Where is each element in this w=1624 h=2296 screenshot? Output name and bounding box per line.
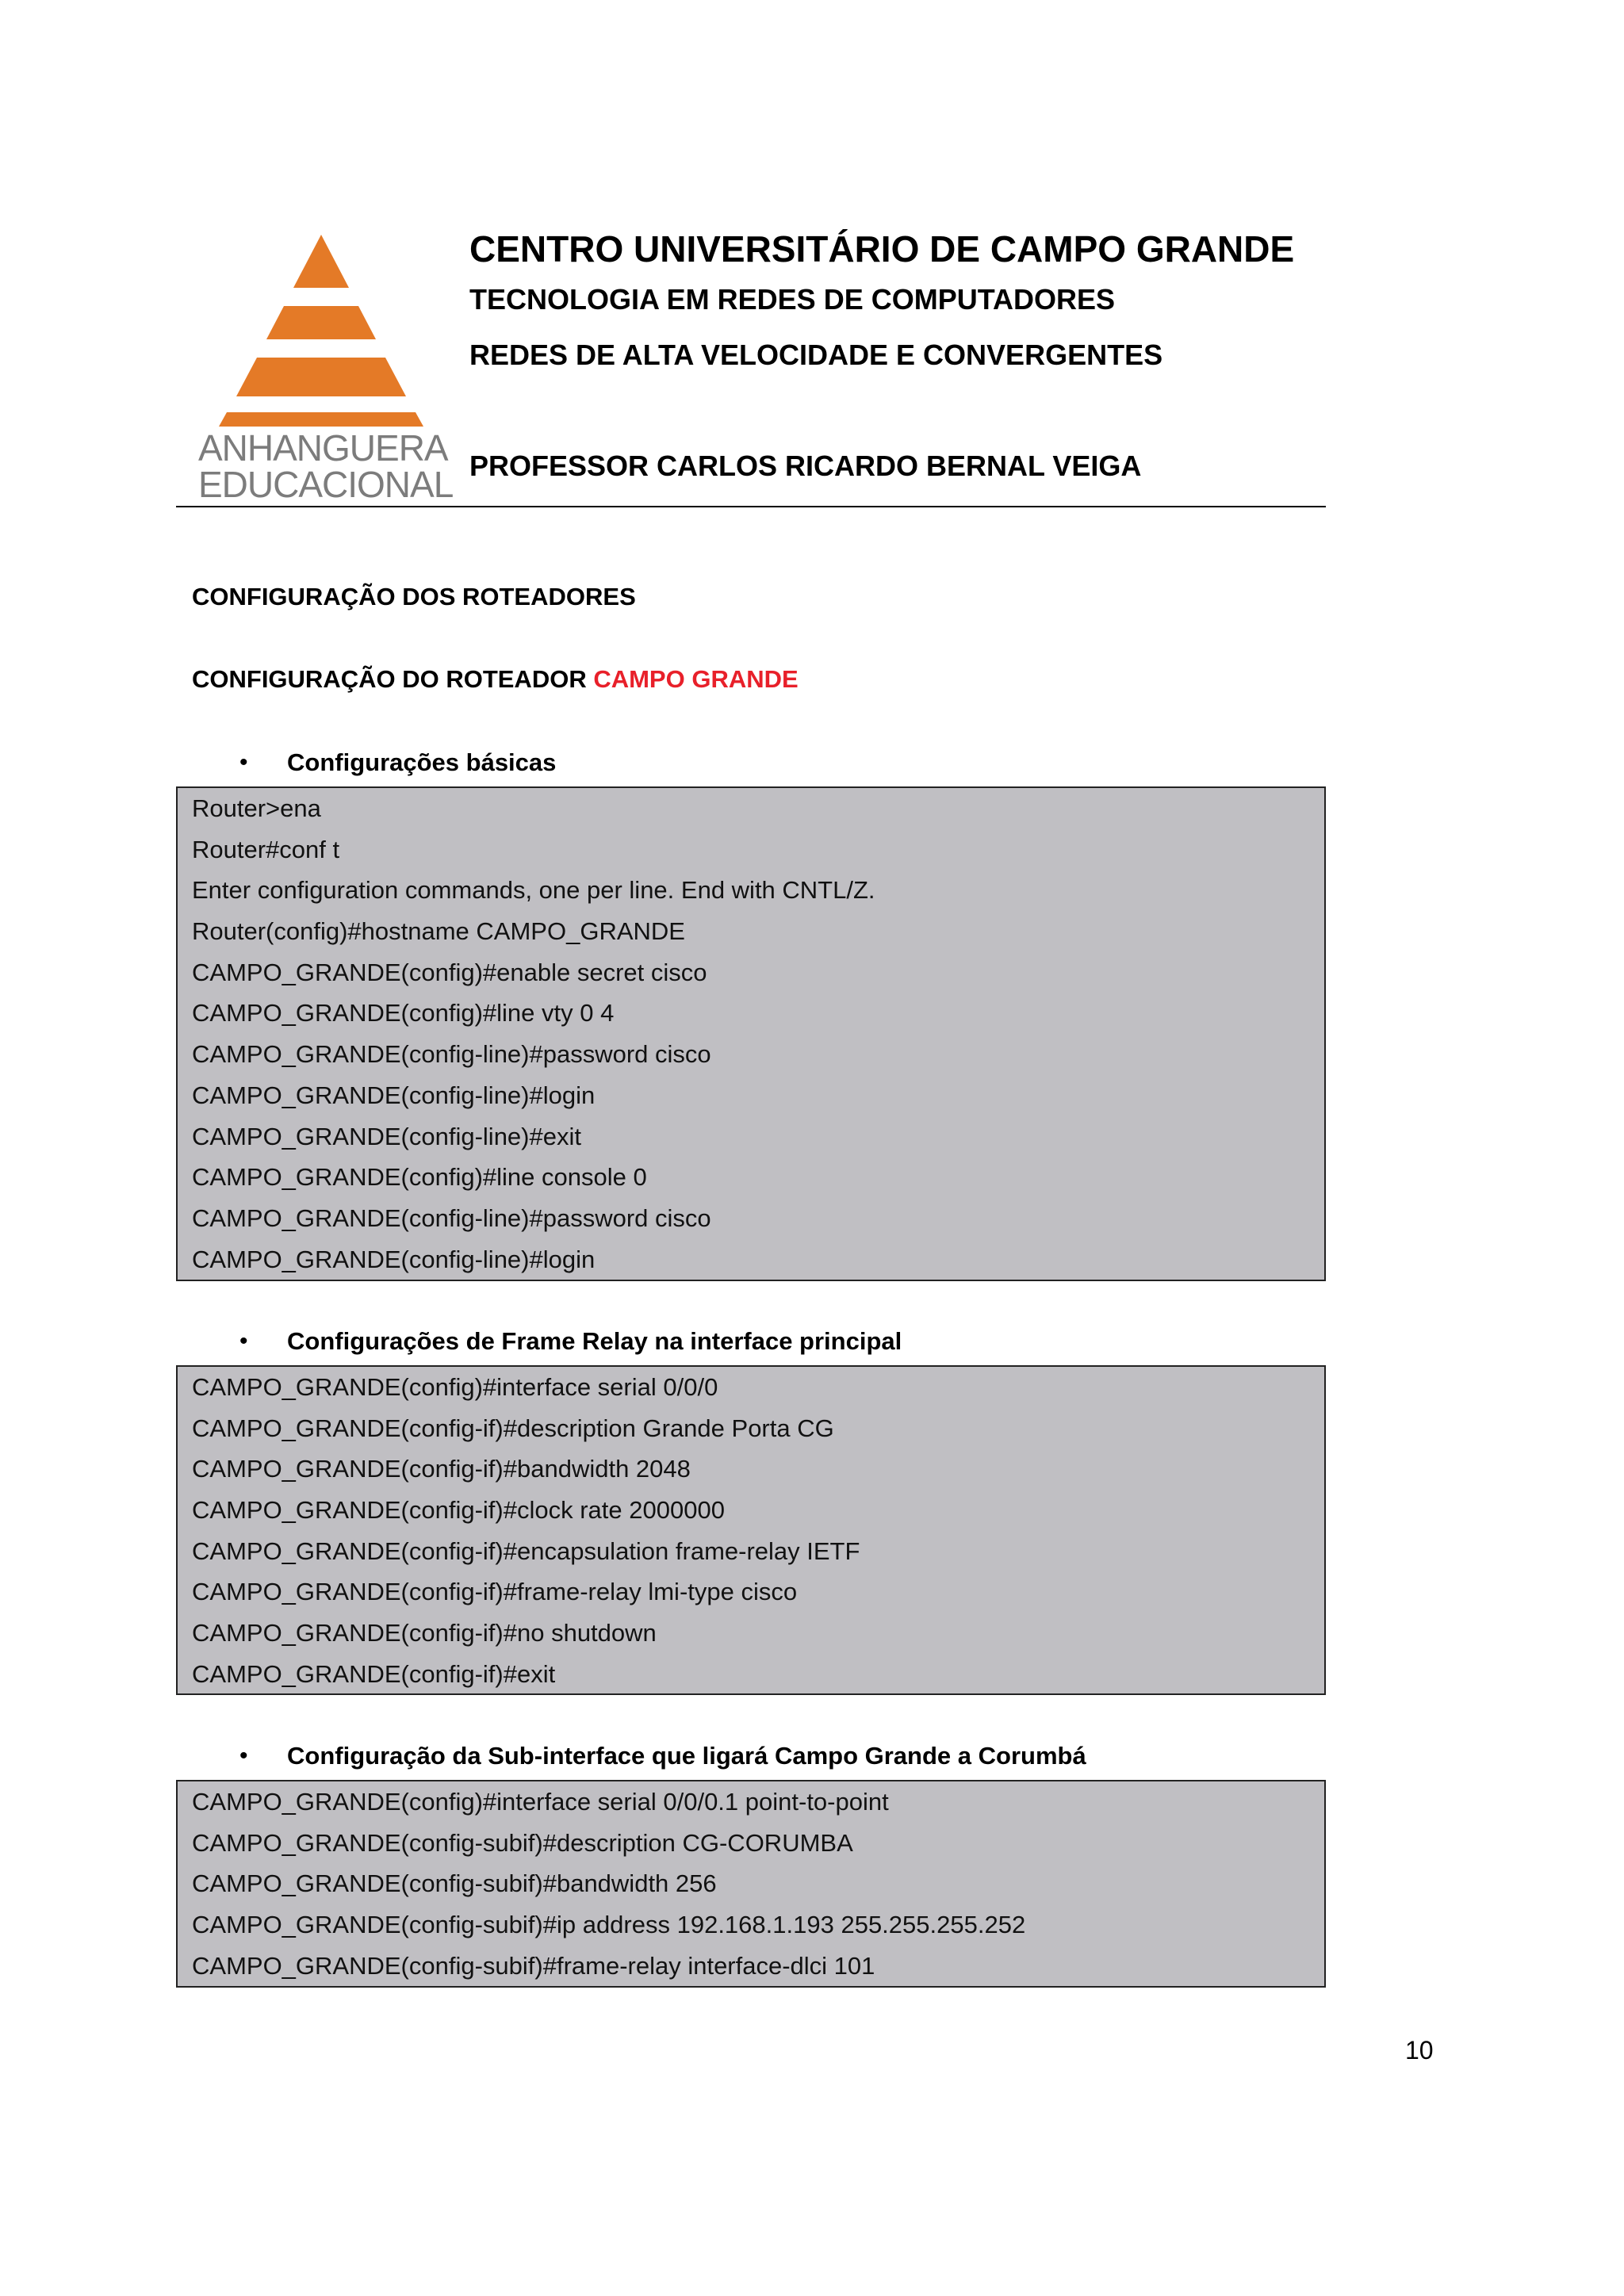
code-line: CAMPO_GRANDE(config-if)#frame-relay lmi-type cisco: [192, 1578, 798, 1606]
code-line: CAMPO_GRANDE(config-if)#bandwidth 2048: [192, 1455, 691, 1483]
logo-text-line1: ANHANGUERA: [198, 427, 448, 469]
heading-prefix: CONFIGURAÇÃO DO ROTEADOR: [192, 665, 594, 693]
header-divider: [176, 506, 1326, 507]
code-line: CAMPO_GRANDE(config)#enable secret cisco: [192, 958, 707, 986]
code-line: Router(config)#hostname CAMPO_GRANDE: [192, 917, 685, 946]
code-line: Enter configuration commands, one per line. End with CNTL/Z.: [192, 876, 875, 905]
block-label-subinterface: Configuração da Sub-interface que ligará Campo Grande a Corumbá: [287, 1742, 1086, 1770]
page-number: 10: [1405, 2036, 1434, 2064]
discipline-subtitle: REDES DE ALTA VELOCIDADE E CONVERGENTES: [469, 339, 1163, 371]
logo-text-line2: EDUCACIONAL: [198, 464, 454, 505]
bullet-icon: •: [239, 1328, 248, 1354]
code-line: CAMPO_GRANDE(config)#interface serial 0/0/0.1 point-to-point: [192, 1788, 889, 1816]
code-line: CAMPO_GRANDE(config)#interface serial 0/0/0: [192, 1373, 718, 1401]
code-line: CAMPO_GRANDE(config-subif)#description CG-CORUMBA: [192, 1828, 853, 1857]
code-line: CAMPO_GRANDE(config-subif)#bandwidth 256: [192, 1869, 717, 1898]
anhanguera-logo: [198, 228, 454, 505]
code-line: CAMPO_GRANDE(config-if)#no shutdown: [192, 1619, 657, 1647]
block-label-frame-relay: Configurações de Frame Relay na interface principal: [287, 1327, 902, 1355]
code-line: CAMPO_GRANDE(config-line)#password cisco: [192, 1203, 711, 1232]
code-line: Router>ena: [192, 794, 321, 822]
logo-triangle-icon: [198, 228, 444, 427]
code-block-subinterface: [176, 1780, 1326, 1988]
code-line: CAMPO_GRANDE(config-subif)#ip address 192.168.1.193 255.255.255.252: [192, 1911, 1026, 1939]
section-heading-router-campo-grande: [192, 664, 799, 695]
heading-highlight: CAMPO GRANDE: [593, 665, 799, 693]
code-line: CAMPO_GRANDE(config)#line console 0: [192, 1163, 647, 1192]
code-line: CAMPO_GRANDE(config-if)#encapsulation frame-relay IETF: [192, 1536, 860, 1565]
code-line: CAMPO_GRANDE(config-if)#description Grande Porta CG: [192, 1414, 834, 1442]
code-line: CAMPO_GRANDE(config-line)#password cisco: [192, 1040, 711, 1069]
course-subtitle: TECNOLOGIA EM REDES DE COMPUTADORES: [469, 283, 1116, 316]
section-heading-routers: CONFIGURAÇÃO DOS ROTEADORES: [192, 583, 636, 610]
professor-name: PROFESSOR CARLOS RICARDO BERNAL VEIGA: [469, 450, 1142, 482]
block-label-basic-config: Configurações básicas: [287, 748, 557, 776]
code-line: CAMPO_GRANDE(config)#line vty 0 4: [192, 999, 615, 1027]
code-line: CAMPO_GRANDE(config-if)#clock rate 2000000: [192, 1496, 725, 1525]
code-line: CAMPO_GRANDE(config-line)#exit: [192, 1122, 581, 1150]
bullet-icon: •: [239, 1743, 248, 1769]
code-line: CAMPO_GRANDE(config-line)#login: [192, 1245, 596, 1273]
institution-title: CENTRO UNIVERSITÁRIO DE CAMPO GRANDE: [469, 228, 1295, 270]
bullet-icon: •: [239, 749, 248, 775]
code-line: Router#conf t: [192, 835, 340, 863]
code-line: CAMPO_GRANDE(config-if)#exit: [192, 1659, 556, 1688]
code-line: CAMPO_GRANDE(config-line)#login: [192, 1081, 596, 1109]
code-block-frame-relay: [176, 1365, 1326, 1695]
code-block-basic-config: [176, 786, 1326, 1281]
code-line: CAMPO_GRANDE(config-subif)#frame-relay interface-dlci 101: [192, 1951, 875, 1980]
